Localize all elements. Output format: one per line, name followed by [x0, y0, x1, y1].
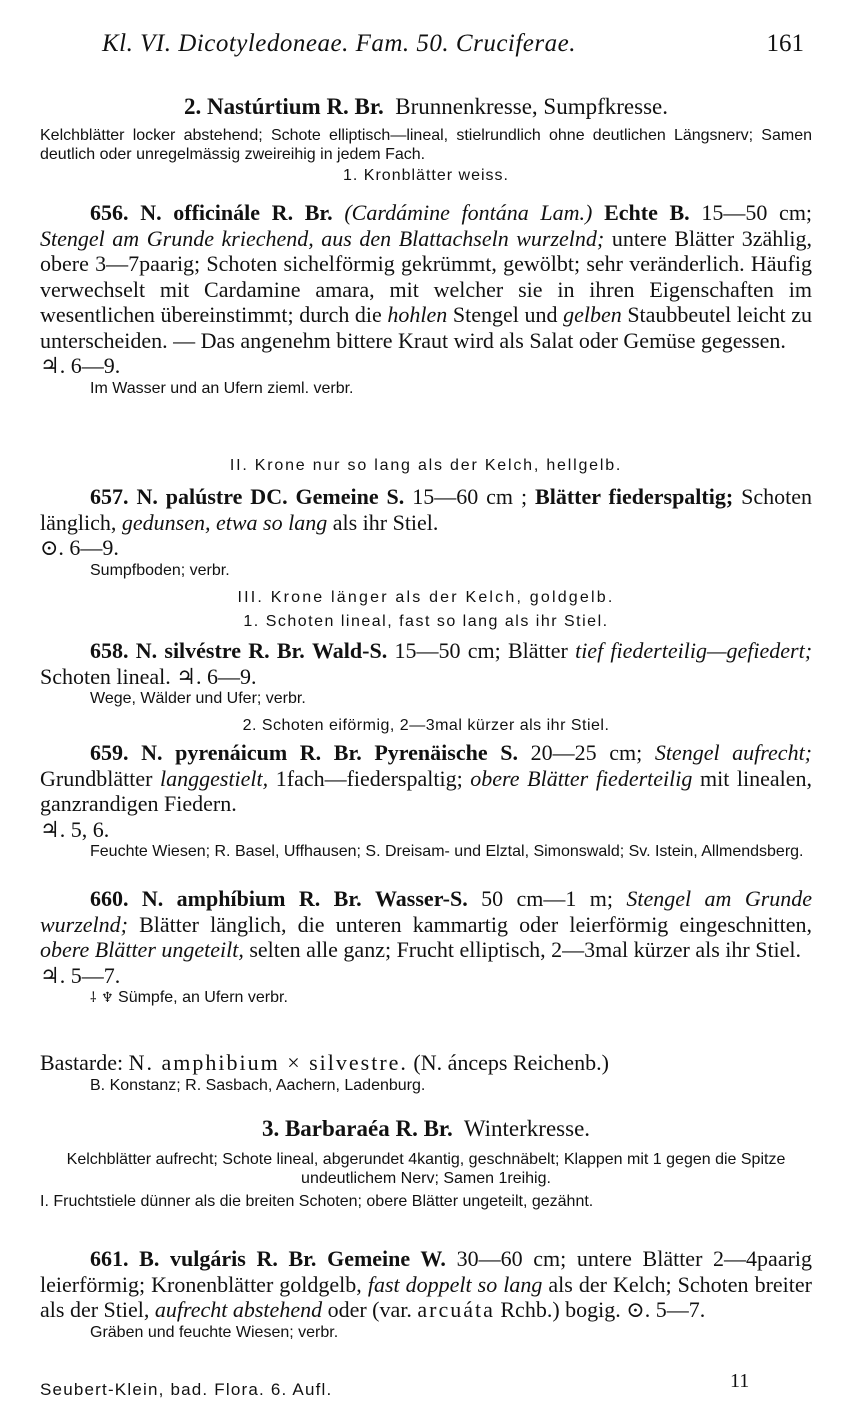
species-number: 660.: [90, 886, 129, 911]
text: oder (var.: [327, 1297, 412, 1322]
species-name: N. amphíbium R. Br.: [141, 886, 362, 911]
text: Blätter länglich, die unteren kammartig oder leierförmig eingeschnitten,: [139, 911, 812, 937]
species-name: N. palústre DC.: [136, 484, 288, 509]
size: 20—25 cm;: [530, 740, 643, 765]
page-number: 161: [766, 30, 804, 57]
hybrid-label: Bastarde:: [40, 1050, 124, 1075]
genus-description: Kelchblätter aufrecht; Schote lineal, abgerundet 4kantig, geschnäbelt; Klappen mit 1 gegen die Spitze undeutlichem Nerv; Samen 1reihig.: [66, 1151, 786, 1187]
text-italic: gedunsen, etwa so lang: [121, 509, 328, 535]
text: Staubbeutel leicht zu unterscheiden. — Das angenehm bittere Kraut wird als Salat oder Gemüse gegessen.: [40, 302, 812, 353]
hybrid-locations: B. Konstanz; R. Sasbach, Aachern, Ladenburg.: [90, 1077, 426, 1094]
text: 30—60 cm; untere Blätter 2—4paarig leierförmig; Kronenblätter goldgelb,: [40, 1246, 813, 1297]
text-italic: Stengel am Grunde kriechend, aus den Blattachseln wurzelnd;: [40, 225, 605, 251]
species-number: 658.: [90, 638, 129, 663]
species-658: [40, 638, 812, 708]
text: Rchb.) bogig.: [500, 1297, 621, 1322]
text: Schoten lineal.: [40, 663, 171, 689]
text: 1fach—fiederspaltig;: [275, 765, 463, 791]
hybrid-line: [40, 1050, 812, 1076]
key-line-iii-2: 2. Schoten eiförmig, 2—3mal kürzer als ihr Stiel.: [242, 717, 610, 734]
text: Schoten länglich,: [40, 484, 813, 535]
key-line: 1. Kronblätter weiss.: [343, 167, 509, 184]
signature-mark: 11: [730, 1370, 750, 1392]
hybrids: [40, 1050, 812, 1095]
text-italic: Stengel am Grunde wurzelnd;: [40, 886, 813, 937]
species-name: N. silvéstre R. Br.: [135, 638, 305, 663]
text: selten alle ganz; Frucht elliptisch, 2—3mal kürzer als ihr Stiel.: [249, 937, 802, 962]
text-spaced: arcuáta: [417, 1297, 495, 1322]
footer-source: Seubert-Klein, bad. Flora. 6. Aufl.: [40, 1380, 333, 1399]
species-659: [40, 740, 812, 861]
size: 15—60 cm ;: [412, 484, 528, 509]
text-italic: Stengel aufrecht;: [654, 740, 813, 765]
hybrid-formula: N. amphibium × silvestre.: [128, 1050, 408, 1075]
habitat: Gräben und feuchte Wiesen; verbr.: [90, 1323, 339, 1341]
text-italic: aufrecht abstehend: [154, 1297, 323, 1322]
species-text: [40, 484, 812, 535]
running-title: Kl. VI. Dicotyledoneae. Fam. 50. Cruciferae.: [102, 30, 576, 57]
text: untere Blätter 3zählig, obere 3—7paarig; Schoten sichelförmig gekrümmt, gewölbt; sehr veränderlich. Häufig verwechselt mit Cardamine amara, mit welcher sie in ihren Eigenschaften im wesentlichen übereinstimmt; durch die: [40, 225, 813, 327]
synonym: (Cardámine fontána Lam.): [344, 200, 593, 225]
text-italic: gelben: [563, 302, 622, 327]
key-line: I. Fruchtstiele dünner als die breiten Schoten; obere Blätter ungeteilt, gezähnt.: [40, 1193, 594, 1210]
species-number: 656.: [90, 200, 129, 225]
text: als ihr Stiel.: [332, 509, 439, 535]
genus-number: 2.: [183, 94, 202, 119]
genus-common-name: Brunnenkresse, Sumpfkresse.: [395, 94, 669, 119]
key-line-ii: II. Krone nur so lang als der Kelch, hellgelb.: [229, 457, 623, 474]
life-period: ♃. 6—9.: [176, 663, 257, 689]
text-italic: tief fiederteilig—gefiedert;: [575, 638, 813, 663]
plant-symbol-icon: ⸸ ♆: [90, 990, 114, 1006]
habitat: Wege, Wälder und Ufer; verbr.: [90, 690, 306, 707]
species-660: [40, 886, 812, 1008]
habitat: Im Wasser und an Ufern zieml. verbr.: [90, 379, 354, 397]
text: Grundblätter: [40, 765, 153, 791]
common-name: Gemeine S.: [295, 484, 405, 509]
text: Stengel und: [452, 302, 558, 327]
genus-common-name: Winterkresse.: [463, 1116, 591, 1141]
text-italic: obere Blätter fiederteilig: [470, 765, 693, 791]
running-header: [40, 30, 812, 70]
species-name: N. pyrenáicum R. Br.: [141, 740, 362, 765]
species-656: [40, 200, 812, 398]
species-number: 657.: [90, 484, 129, 509]
common-name: Echte B.: [604, 200, 690, 225]
text-italic: fast doppelt so lang: [367, 1271, 543, 1297]
hybrid-synonym: (N. ánceps Reichenb.): [413, 1050, 609, 1075]
size: 15—50 cm;: [701, 200, 813, 225]
common-name: Wald-S.: [312, 638, 388, 663]
life-period: ♃. 6—9.: [40, 353, 121, 378]
size: 15—50 cm; Blätter: [394, 638, 568, 663]
species-text: [40, 886, 812, 963]
life-period: ♃. 5—7.: [40, 962, 121, 988]
text-bold: Blätter fiederspaltig;: [535, 484, 734, 509]
common-name: Gemeine W.: [327, 1246, 446, 1271]
text-italic: langgestielt,: [160, 765, 269, 791]
key-line-iii-1: 1. Schoten lineal, fast so lang als ihr Stiel.: [243, 613, 609, 630]
species-text: [40, 740, 812, 817]
genus-heading: [40, 1114, 812, 1144]
species-number: 661.: [90, 1246, 129, 1271]
genus-description: Kelchblätter locker abstehend; Schote elliptisch—lineal, stielrundlich ohne deutlichen Längsnerv; Samen deutlich oder unregelmässig zweireihig in jedem Fach.: [40, 127, 812, 163]
genus-heading: [40, 92, 812, 122]
species-name: B. vulgáris R. Br.: [139, 1246, 317, 1271]
genus-nasturtium: [40, 92, 812, 186]
common-name: Pyrenäische S.: [374, 740, 518, 765]
text: als der Kelch; Schoten breiter als der Stiel,: [40, 1271, 812, 1322]
species-text: [40, 200, 812, 353]
text-italic: hohlen: [387, 302, 448, 327]
text: mit linealen, ganzrandigen Fiedern.: [40, 765, 813, 816]
common-name: Wasser-S.: [375, 886, 468, 911]
habitat: Feuchte Wiesen; R. Basel, Uffhausen; S. Dreisam- und Elztal, Simonswald; Sv. Istein, Allmendsberg.: [90, 843, 804, 860]
species-name: N. officinále R. Br.: [140, 200, 333, 225]
life-period: ♃. 5, 6.: [40, 816, 110, 842]
habitat: Sumpfboden; verbr.: [90, 561, 230, 579]
size: 50 cm—1 m;: [481, 886, 613, 911]
species-number: 659.: [90, 740, 129, 765]
species-text: [40, 638, 812, 689]
text-italic: obere Blätter ungeteilt,: [40, 937, 244, 962]
key-line-iii: III. Krone länger als der Kelch, goldgelb.: [237, 589, 615, 606]
species-text: [40, 1246, 812, 1323]
habitat-text: Sümpfe, an Ufern verbr.: [118, 989, 288, 1006]
species-661: [40, 1246, 812, 1342]
genus-name: Barbaraéa R. Br.: [284, 1116, 453, 1141]
genus-name: Nastúrtium R. Br.: [206, 94, 384, 119]
life-period: ⊙. 6—9.: [40, 535, 119, 560]
genus-number: 3.: [261, 1116, 280, 1141]
genus-barbaraea: [40, 1114, 812, 1211]
habitat: [40, 988, 812, 1008]
species-657: [40, 484, 812, 580]
life-period: ⊙. 5—7.: [626, 1297, 706, 1322]
